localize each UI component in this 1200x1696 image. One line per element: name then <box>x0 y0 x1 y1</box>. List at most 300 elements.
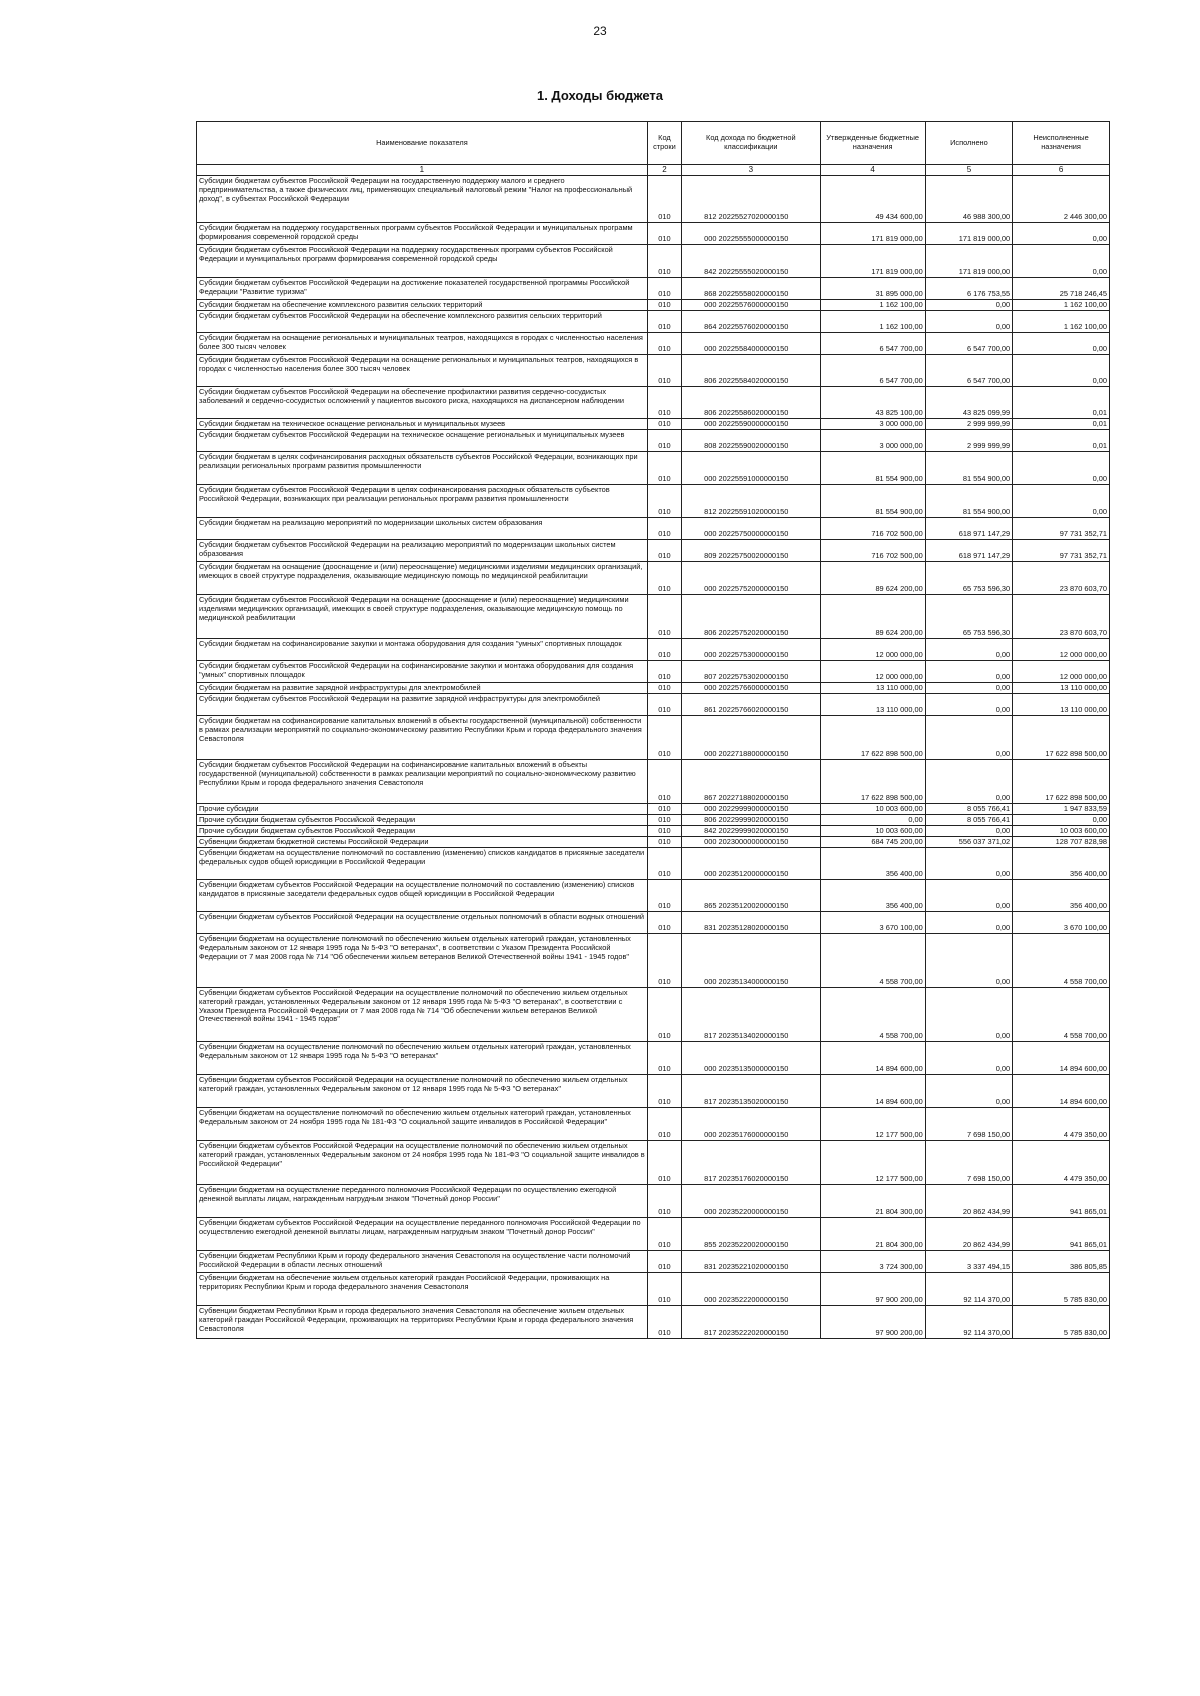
cell-executed: 0,00 <box>925 683 1012 694</box>
cell-executed: 81 554 900,00 <box>925 485 1012 518</box>
table-row <box>197 661 1110 683</box>
cell-executed: 0,00 <box>925 848 1012 880</box>
cell-executed: 2 999 999,99 <box>925 430 1012 452</box>
header-line-code: Код строки <box>647 122 681 165</box>
cell-unexecuted: 4 479 350,00 <box>1013 1108 1110 1141</box>
cell-approved: 684 745 200,00 <box>820 837 925 848</box>
cell-line-code: 010 <box>647 1185 681 1218</box>
cell-line-code: 010 <box>647 694 681 716</box>
cell-approved: 31 895 000,00 <box>820 278 925 300</box>
cell-unexecuted: 0,00 <box>1013 485 1110 518</box>
cell-executed: 618 971 147,29 <box>925 518 1012 540</box>
cell-approved: 12 000 000,00 <box>820 661 925 683</box>
cell-indicator-name: Субсидии бюджетам субъектов Российской Федерации на оснащение (дооснащение и (или) переоснащение) медицинскими изделиями медицинских организаций, имеющих в своей структуре подразделения, оказывающие медицинскую помощь по медицинской реабилитации <box>197 595 648 639</box>
cell-executed: 0,00 <box>925 912 1012 934</box>
cell-approved: 12 000 000,00 <box>820 639 925 661</box>
cell-line-code: 010 <box>647 1251 681 1273</box>
cell-unexecuted: 23 870 603,70 <box>1013 562 1110 595</box>
cell-line-code: 010 <box>647 562 681 595</box>
cell-revenue-code: 000 20225590000000150 <box>682 419 820 430</box>
cell-approved: 13 110 000,00 <box>820 683 925 694</box>
cell-indicator-name: Субсидии бюджетам на поддержку государственных программ субъектов Российской Федерации и муниципальных программ формирования современной городской среды <box>197 223 648 245</box>
cell-line-code: 010 <box>647 1218 681 1251</box>
cell-unexecuted: 1 162 100,00 <box>1013 311 1110 333</box>
cell-indicator-name: Прочие субсидии бюджетам субъектов Российской Федерации <box>197 826 648 837</box>
cell-indicator-name: Субсидии бюджетам на развитие зарядной инфраструктуры для электромобилей <box>197 683 648 694</box>
cell-line-code: 010 <box>647 760 681 804</box>
cell-executed: 0,00 <box>925 988 1012 1042</box>
cell-revenue-code: 809 20225750020000150 <box>682 540 820 562</box>
cell-line-code: 010 <box>647 837 681 848</box>
header-approved: Утвержденные бюджетные назначения <box>820 122 925 165</box>
table-row <box>197 848 1110 880</box>
cell-unexecuted: 4 479 350,00 <box>1013 1141 1110 1185</box>
cell-unexecuted: 25 718 246,45 <box>1013 278 1110 300</box>
revenue-table <box>196 121 1110 1339</box>
cell-executed: 0,00 <box>925 300 1012 311</box>
cell-indicator-name: Субсидии бюджетам субъектов Российской Федерации на реализацию мероприятий по модернизации школьных систем образования <box>197 540 648 562</box>
cell-unexecuted: 1 162 100,00 <box>1013 300 1110 311</box>
cell-approved: 0,00 <box>820 815 925 826</box>
cell-revenue-code: 000 20235220000000150 <box>682 1185 820 1218</box>
cell-indicator-name: Субсидии бюджетам субъектов Российской Федерации на достижение показателей государственной программы Российской Федерации "Развитие туризма" <box>197 278 648 300</box>
cell-line-code: 010 <box>647 333 681 355</box>
cell-line-code: 010 <box>647 1108 681 1141</box>
cell-line-code: 010 <box>647 278 681 300</box>
cell-unexecuted: 14 894 600,00 <box>1013 1042 1110 1075</box>
cell-approved: 716 702 500,00 <box>820 518 925 540</box>
cell-executed: 0,00 <box>925 934 1012 988</box>
cell-revenue-code: 806 20225752020000150 <box>682 595 820 639</box>
cell-line-code: 010 <box>647 1306 681 1339</box>
table-row <box>197 1141 1110 1185</box>
header-executed: Исполнено <box>925 122 1012 165</box>
cell-unexecuted: 5 785 830,00 <box>1013 1306 1110 1339</box>
cell-executed: 6 547 700,00 <box>925 333 1012 355</box>
cell-approved: 6 547 700,00 <box>820 355 925 387</box>
cell-unexecuted: 97 731 352,71 <box>1013 540 1110 562</box>
cell-approved: 356 400,00 <box>820 880 925 912</box>
cell-approved: 6 547 700,00 <box>820 333 925 355</box>
cell-executed: 0,00 <box>925 661 1012 683</box>
cell-line-code: 010 <box>647 485 681 518</box>
cell-executed: 0,00 <box>925 826 1012 837</box>
cell-revenue-code: 817 20235134020000150 <box>682 988 820 1042</box>
cell-line-code: 010 <box>647 815 681 826</box>
column-number: 6 <box>1013 165 1110 176</box>
table-row <box>197 683 1110 694</box>
cell-unexecuted: 3 670 100,00 <box>1013 912 1110 934</box>
cell-approved: 14 894 600,00 <box>820 1042 925 1075</box>
cell-approved: 12 177 500,00 <box>820 1141 925 1185</box>
cell-revenue-code: 000 20225750000000150 <box>682 518 820 540</box>
header-indicator-name: Наименование показателя <box>197 122 648 165</box>
cell-revenue-code: 817 20235176020000150 <box>682 1141 820 1185</box>
cell-unexecuted: 13 110 000,00 <box>1013 683 1110 694</box>
cell-executed: 2 999 999,99 <box>925 419 1012 430</box>
cell-revenue-code: 000 20225591000000150 <box>682 452 820 485</box>
cell-revenue-code: 808 20225590020000150 <box>682 430 820 452</box>
cell-executed: 556 037 371,02 <box>925 837 1012 848</box>
cell-indicator-name: Субвенции бюджетам на осуществление переданного полномочия Российской Федерации по осуществлению ежегодной денежной выплаты лицам, награжденным нагрудным знаком "Почетный донор России" <box>197 1185 648 1218</box>
cell-unexecuted: 12 000 000,00 <box>1013 661 1110 683</box>
cell-unexecuted: 13 110 000,00 <box>1013 694 1110 716</box>
cell-line-code: 010 <box>647 912 681 934</box>
cell-unexecuted: 0,00 <box>1013 452 1110 485</box>
page-title: 1. Доходы бюджета <box>536 88 664 103</box>
cell-indicator-name: Субсидии бюджетам на обеспечение комплексного развития сельских территорий <box>197 300 648 311</box>
cell-approved: 1 162 100,00 <box>820 300 925 311</box>
cell-unexecuted: 0,00 <box>1013 815 1110 826</box>
cell-approved: 356 400,00 <box>820 848 925 880</box>
cell-revenue-code: 867 20227188020000150 <box>682 760 820 804</box>
table-row <box>197 1306 1110 1339</box>
table-row <box>197 333 1110 355</box>
cell-revenue-code: 842 20225555020000150 <box>682 245 820 278</box>
cell-indicator-name: Субсидии бюджетам на техническое оснащение региональных и муниципальных музеев <box>197 419 648 430</box>
cell-unexecuted: 941 865,01 <box>1013 1185 1110 1218</box>
cell-executed: 0,00 <box>925 1042 1012 1075</box>
cell-indicator-name: Субвенции бюджетам субъектов Российской Федерации на осуществление переданного полномочия Российской Федерации по осуществлению ежегодной денежной выплаты лицам, награжденным нагрудным знаком "Почетный донор России" <box>197 1218 648 1251</box>
cell-executed: 171 819 000,00 <box>925 245 1012 278</box>
cell-revenue-code: 000 20230000000000150 <box>682 837 820 848</box>
cell-approved: 10 003 600,00 <box>820 804 925 815</box>
cell-indicator-name: Субсидии бюджетам субъектов Российской Федерации на обеспечение профилактики развития сердечно-сосудистых заболеваний и сердечно-сосудистых осложнений у пациентов высокого риска, находящихся на диспансерном наблюдении <box>197 387 648 419</box>
cell-executed: 618 971 147,29 <box>925 540 1012 562</box>
cell-approved: 17 622 898 500,00 <box>820 760 925 804</box>
table-row <box>197 1185 1110 1218</box>
page-number: 23 <box>593 24 607 38</box>
cell-approved: 97 900 200,00 <box>820 1273 925 1306</box>
cell-line-code: 010 <box>647 518 681 540</box>
cell-executed: 46 988 300,00 <box>925 176 1012 223</box>
cell-approved: 13 110 000,00 <box>820 694 925 716</box>
cell-line-code: 010 <box>647 355 681 387</box>
cell-executed: 65 753 596,30 <box>925 595 1012 639</box>
table-row <box>197 912 1110 934</box>
cell-unexecuted: 23 870 603,70 <box>1013 595 1110 639</box>
cell-indicator-name: Субсидии бюджетам субъектов Российской Федерации на развитие зарядной инфраструктуры для электромобилей <box>197 694 648 716</box>
cell-approved: 716 702 500,00 <box>820 540 925 562</box>
cell-line-code: 010 <box>647 300 681 311</box>
table-row <box>197 1108 1110 1141</box>
header-revenue-code: Код дохода по бюджетной классификации <box>682 122 820 165</box>
table-row <box>197 562 1110 595</box>
cell-executed: 0,00 <box>925 880 1012 912</box>
cell-indicator-name: Субвенции бюджетам Республики Крым и города федерального значения Севастополя на обеспечение жильем отдельных категорий граждан Российской Федерации, проживающих на территориях Республики Крым и города федерального значения Севастополя <box>197 1306 648 1339</box>
cell-indicator-name: Субсидии бюджетам субъектов Российской Федерации на софинансирование закупки и монтажа оборудования для создания "умных" спортивных площадок <box>197 661 648 683</box>
table-row <box>197 716 1110 760</box>
table-row <box>197 300 1110 311</box>
cell-revenue-code: 812 20225527020000150 <box>682 176 820 223</box>
table-row <box>197 760 1110 804</box>
table-row <box>197 311 1110 333</box>
table-row <box>197 452 1110 485</box>
cell-approved: 21 804 300,00 <box>820 1218 925 1251</box>
cell-approved: 89 624 200,00 <box>820 595 925 639</box>
cell-revenue-code: 817 20235222020000150 <box>682 1306 820 1339</box>
table-row <box>197 595 1110 639</box>
cell-unexecuted: 386 805,85 <box>1013 1251 1110 1273</box>
cell-executed: 20 862 434,99 <box>925 1218 1012 1251</box>
cell-unexecuted: 0,00 <box>1013 333 1110 355</box>
cell-executed: 0,00 <box>925 1075 1012 1108</box>
cell-line-code: 010 <box>647 311 681 333</box>
cell-revenue-code: 806 20225584020000150 <box>682 355 820 387</box>
cell-revenue-code: 806 20229999020000150 <box>682 815 820 826</box>
cell-executed: 8 055 766,41 <box>925 815 1012 826</box>
cell-revenue-code: 000 20235222000000150 <box>682 1273 820 1306</box>
cell-indicator-name: Субвенции бюджетам субъектов Российской Федерации на осуществление полномочий по обеспечению жильем отдельных категорий граждан, установленных Федеральным законом от 12 января 1995 года № 5-ФЗ "О ветеранах", в соответствии с Указом Президента Российской Федерации от 7 мая 2008 года № 714 "Об обеспечении жильем ветеранов Великой Отечественной войны 1941 - 1945 годов" <box>197 988 648 1042</box>
cell-revenue-code: 000 20235134000000150 <box>682 934 820 988</box>
cell-executed: 0,00 <box>925 311 1012 333</box>
cell-approved: 4 558 700,00 <box>820 934 925 988</box>
table-row <box>197 387 1110 419</box>
cell-executed: 171 819 000,00 <box>925 223 1012 245</box>
cell-indicator-name: Субвенции бюджетам субъектов Российской Федерации на осуществление отдельных полномочий в области водных отношений <box>197 912 648 934</box>
cell-line-code: 010 <box>647 419 681 430</box>
column-number: 5 <box>925 165 1012 176</box>
column-number: 2 <box>647 165 681 176</box>
cell-indicator-name: Субсидии бюджетам на оснащение региональных и муниципальных театров, находящихся в городах с численностью населения более 300 тысяч человек <box>197 333 648 355</box>
cell-revenue-code: 831 20235221020000150 <box>682 1251 820 1273</box>
cell-line-code: 010 <box>647 804 681 815</box>
table-row <box>197 1042 1110 1075</box>
cell-unexecuted: 17 622 898 500,00 <box>1013 760 1110 804</box>
cell-revenue-code: 806 20225586020000150 <box>682 387 820 419</box>
cell-approved: 10 003 600,00 <box>820 826 925 837</box>
cell-executed: 3 337 494,15 <box>925 1251 1012 1273</box>
cell-approved: 97 900 200,00 <box>820 1306 925 1339</box>
cell-indicator-name: Субсидии бюджетам в целях софинансирования расходных обязательств субъектов Российской Федерации, возникающих при реализации региональных программ развития промышленности <box>197 452 648 485</box>
cell-line-code: 010 <box>647 1042 681 1075</box>
table-row <box>197 176 1110 223</box>
cell-unexecuted: 0,00 <box>1013 245 1110 278</box>
cell-indicator-name: Субсидии бюджетам на оснащение (дооснащение и (или) переоснащение) медицинскими изделиями медицинских организаций, имеющих в своей структуре подразделения, оказывающие медицинскую помощь по медицинской реабилитации <box>197 562 648 595</box>
cell-executed: 0,00 <box>925 639 1012 661</box>
cell-indicator-name: Прочие субсидии бюджетам субъектов Российской Федерации <box>197 815 648 826</box>
cell-unexecuted: 0,01 <box>1013 387 1110 419</box>
cell-line-code: 010 <box>647 880 681 912</box>
cell-revenue-code: 000 20235120000000150 <box>682 848 820 880</box>
cell-indicator-name: Субвенции бюджетам Республики Крым и городу федерального значения Севастополя на осуществление части полномочий Российской Федерации в области лесных отношений <box>197 1251 648 1273</box>
cell-indicator-name: Субсидии бюджетам субъектов Российской Федерации на государственную поддержку малого и среднего предпринимательства, а также физических лиц, применяющих специальный налоговый режим "Налог на профессиональный доход", в субъектах Российской Федерации <box>197 176 648 223</box>
cell-revenue-code: 000 20225752000000150 <box>682 562 820 595</box>
table-row <box>197 815 1110 826</box>
cell-unexecuted: 128 707 828,98 <box>1013 837 1110 848</box>
cell-unexecuted: 17 622 898 500,00 <box>1013 716 1110 760</box>
cell-indicator-name: Субсидии бюджетам субъектов Российской Федерации на поддержку государственных программ субъектов Российской Федерации и муниципальных программ формирования современной городской среды <box>197 245 648 278</box>
cell-revenue-code: 861 20225766020000150 <box>682 694 820 716</box>
cell-executed: 6 176 753,55 <box>925 278 1012 300</box>
cell-unexecuted: 0,00 <box>1013 355 1110 387</box>
cell-executed: 7 698 150,00 <box>925 1141 1012 1185</box>
cell-approved: 3 000 000,00 <box>820 430 925 452</box>
cell-indicator-name: Субвенции бюджетам на обеспечение жильем отдельных категорий граждан Российской Федерации, проживающих на территориях Республики Крым и города федерального значения Севастополя <box>197 1273 648 1306</box>
cell-executed: 6 547 700,00 <box>925 355 1012 387</box>
cell-line-code: 010 <box>647 430 681 452</box>
table-row <box>197 430 1110 452</box>
cell-executed: 7 698 150,00 <box>925 1108 1012 1141</box>
cell-revenue-code: 000 20225555000000150 <box>682 223 820 245</box>
cell-unexecuted: 4 558 700,00 <box>1013 988 1110 1042</box>
cell-executed: 81 554 900,00 <box>925 452 1012 485</box>
table-row <box>197 1218 1110 1251</box>
cell-line-code: 010 <box>647 176 681 223</box>
cell-line-code: 010 <box>647 245 681 278</box>
cell-unexecuted: 5 785 830,00 <box>1013 1273 1110 1306</box>
column-number: 4 <box>820 165 925 176</box>
table-row <box>197 245 1110 278</box>
cell-approved: 171 819 000,00 <box>820 245 925 278</box>
cell-indicator-name: Субсидии бюджетам субъектов Российской Федерации на обеспечение комплексного развития сельских территорий <box>197 311 648 333</box>
cell-unexecuted: 941 865,01 <box>1013 1218 1110 1251</box>
cell-indicator-name: Субсидии бюджетам субъектов Российской Федерации на техническое оснащение региональных и муниципальных музеев <box>197 430 648 452</box>
cell-indicator-name: Субсидии бюджетам субъектов Российской Федерации в целях софинансирования расходных обязательств субъектов Российской Федерации, возникающих при реализации региональных программ развития промышленности <box>197 485 648 518</box>
table-row <box>197 223 1110 245</box>
table-row <box>197 278 1110 300</box>
cell-revenue-code: 000 20229999000000150 <box>682 804 820 815</box>
cell-line-code: 010 <box>647 387 681 419</box>
cell-unexecuted: 356 400,00 <box>1013 848 1110 880</box>
cell-line-code: 010 <box>647 540 681 562</box>
cell-revenue-code: 868 20225558020000150 <box>682 278 820 300</box>
cell-unexecuted: 0,00 <box>1013 223 1110 245</box>
table-row <box>197 837 1110 848</box>
cell-line-code: 010 <box>647 1273 681 1306</box>
cell-executed: 0,00 <box>925 760 1012 804</box>
cell-line-code: 010 <box>647 934 681 988</box>
cell-line-code: 010 <box>647 661 681 683</box>
cell-indicator-name: Субсидии бюджетам на софинансирование закупки и монтажа оборудования для создания "умных" спортивных площадок <box>197 639 648 661</box>
cell-indicator-name: Прочие субсидии <box>197 804 648 815</box>
cell-revenue-code: 842 20229999020000150 <box>682 826 820 837</box>
cell-indicator-name: Субсидии бюджетам на софинансирование капитальных вложений в объекты государственной (муниципальной) собственности в рамках реализации мероприятий по социально-экономическому развитию Республики Крым и города федерального значения Севастополя <box>197 716 648 760</box>
table-row <box>197 1273 1110 1306</box>
cell-revenue-code: 817 20235135020000150 <box>682 1075 820 1108</box>
cell-unexecuted: 0,01 <box>1013 430 1110 452</box>
cell-executed: 65 753 596,30 <box>925 562 1012 595</box>
cell-line-code: 010 <box>647 1141 681 1185</box>
cell-executed: 8 055 766,41 <box>925 804 1012 815</box>
cell-indicator-name: Субсидии бюджетам на реализацию мероприятий по модернизации школьных систем образования <box>197 518 648 540</box>
cell-revenue-code: 831 20235128020000150 <box>682 912 820 934</box>
table-body <box>197 176 1110 1339</box>
table-row <box>197 419 1110 430</box>
cell-approved: 12 177 500,00 <box>820 1108 925 1141</box>
table-row <box>197 518 1110 540</box>
cell-unexecuted: 0,01 <box>1013 419 1110 430</box>
cell-approved: 49 434 600,00 <box>820 176 925 223</box>
cell-line-code: 010 <box>647 1075 681 1108</box>
cell-line-code: 010 <box>647 826 681 837</box>
cell-line-code: 010 <box>647 683 681 694</box>
table-row <box>197 880 1110 912</box>
cell-unexecuted: 4 558 700,00 <box>1013 934 1110 988</box>
cell-approved: 3 670 100,00 <box>820 912 925 934</box>
cell-indicator-name: Субсидии бюджетам субъектов Российской Федерации на оснащение региональных и муниципальных театров, находящихся в городах с численностью населения более 300 тысяч человек <box>197 355 648 387</box>
cell-approved: 1 162 100,00 <box>820 311 925 333</box>
cell-indicator-name: Субвенции бюджетам субъектов Российской Федерации на осуществление полномочий по обеспечению жильем отдельных категорий граждан, установленных Федеральным законом от 24 ноября 1995 года № 181-ФЗ "О социальной защите инвалидов в Российской Федерации" <box>197 1141 648 1185</box>
cell-approved: 81 554 900,00 <box>820 485 925 518</box>
cell-line-code: 010 <box>647 452 681 485</box>
cell-indicator-name: Субвенции бюджетам субъектов Российской Федерации на осуществление полномочий по обеспечению жильем отдельных категорий граждан, установленных Федеральным законом от 12 января 1995 года № 5-ФЗ "О ветеранах" <box>197 1075 648 1108</box>
cell-approved: 14 894 600,00 <box>820 1075 925 1108</box>
cell-executed: 20 862 434,99 <box>925 1185 1012 1218</box>
cell-indicator-name: Субвенции бюджетам на осуществление полномочий по обеспечению жильем отдельных категорий граждан, установленных Федеральным законом от 24 ноября 1995 года № 181-ФЗ "О социальной защите инвалидов в Российской Федерации" <box>197 1108 648 1141</box>
cell-approved: 3 000 000,00 <box>820 419 925 430</box>
cell-revenue-code: 000 20235135000000150 <box>682 1042 820 1075</box>
cell-revenue-code: 807 20225753020000150 <box>682 661 820 683</box>
table-row <box>197 540 1110 562</box>
cell-approved: 89 624 200,00 <box>820 562 925 595</box>
cell-executed: 92 114 370,00 <box>925 1306 1012 1339</box>
cell-approved: 171 819 000,00 <box>820 223 925 245</box>
cell-executed: 43 825 099,99 <box>925 387 1012 419</box>
cell-indicator-name: Субсидии бюджетам субъектов Российской Федерации на софинансирование капитальных вложений в объекты государственной (муниципальной) собственности в рамках реализации мероприятий по социально-экономическому развитию Республики Крым и города федерального значения Севастополя <box>197 760 648 804</box>
cell-unexecuted: 10 003 600,00 <box>1013 826 1110 837</box>
cell-unexecuted: 2 446 300,00 <box>1013 176 1110 223</box>
cell-approved: 4 558 700,00 <box>820 988 925 1042</box>
cell-line-code: 010 <box>647 848 681 880</box>
cell-approved: 43 825 100,00 <box>820 387 925 419</box>
header-unexecuted: Неисполненные назначения <box>1013 122 1110 165</box>
cell-line-code: 010 <box>647 639 681 661</box>
cell-line-code: 010 <box>647 716 681 760</box>
table-row <box>197 988 1110 1042</box>
cell-revenue-code: 000 20225753000000150 <box>682 639 820 661</box>
cell-indicator-name: Субвенции бюджетам на осуществление полномочий по обеспечению жильем отдельных категорий граждан, установленных Федеральным законом от 12 января 1995 года № 5-ФЗ "О ветеранах" <box>197 1042 648 1075</box>
cell-unexecuted: 356 400,00 <box>1013 880 1110 912</box>
cell-approved: 21 804 300,00 <box>820 1185 925 1218</box>
table-row <box>197 485 1110 518</box>
cell-approved: 3 724 300,00 <box>820 1251 925 1273</box>
cell-executed: 0,00 <box>925 694 1012 716</box>
cell-approved: 81 554 900,00 <box>820 452 925 485</box>
table-row <box>197 694 1110 716</box>
cell-line-code: 010 <box>647 595 681 639</box>
cell-executed: 0,00 <box>925 716 1012 760</box>
cell-indicator-name: Субвенции бюджетам субъектов Российской Федерации на осуществление полномочий по составлению (изменению) списков кандидатов в присяжные заседатели федеральных судов общей юрисдикции в Российской Федерации <box>197 880 648 912</box>
cell-unexecuted: 14 894 600,00 <box>1013 1075 1110 1108</box>
cell-revenue-code: 812 20225591020000150 <box>682 485 820 518</box>
column-number: 3 <box>682 165 820 176</box>
cell-revenue-code: 864 20225576020000150 <box>682 311 820 333</box>
table-row <box>197 355 1110 387</box>
cell-indicator-name: Субвенции бюджетам на осуществление полномочий по составлению (изменению) списков кандидатов в присяжные заседатели федеральных судов общей юрисдикции в Российской Федерации <box>197 848 648 880</box>
cell-line-code: 010 <box>647 223 681 245</box>
cell-indicator-name: Субвенции бюджетам на осуществление полномочий по обеспечению жильем отдельных категорий граждан, установленных Федеральным законом от 12 января 1995 года № 5-ФЗ "О ветеранах", в соответствии с Указом Президента Российской Федерации от 7 мая 2008 года № 714 "Об обеспечении жильем ветеранов Великой Отечественной войны 1941 - 1945 годов" <box>197 934 648 988</box>
cell-revenue-code: 000 20225584000000150 <box>682 333 820 355</box>
table-row <box>197 804 1110 815</box>
table-row <box>197 1251 1110 1273</box>
cell-revenue-code: 000 20225766000000150 <box>682 683 820 694</box>
cell-revenue-code: 865 20235120020000150 <box>682 880 820 912</box>
table-row <box>197 639 1110 661</box>
cell-revenue-code: 000 20225576000000150 <box>682 300 820 311</box>
cell-revenue-code: 855 20235220020000150 <box>682 1218 820 1251</box>
cell-line-code: 010 <box>647 988 681 1042</box>
cell-approved: 17 622 898 500,00 <box>820 716 925 760</box>
table-row <box>197 934 1110 988</box>
table-row <box>197 826 1110 837</box>
cell-revenue-code: 000 20235176000000150 <box>682 1108 820 1141</box>
table-row <box>197 1075 1110 1108</box>
cell-revenue-code: 000 20227188000000150 <box>682 716 820 760</box>
cell-indicator-name: Субвенции бюджетам бюджетной системы Российской Федерации <box>197 837 648 848</box>
cell-unexecuted: 97 731 352,71 <box>1013 518 1110 540</box>
column-number: 1 <box>197 165 648 176</box>
